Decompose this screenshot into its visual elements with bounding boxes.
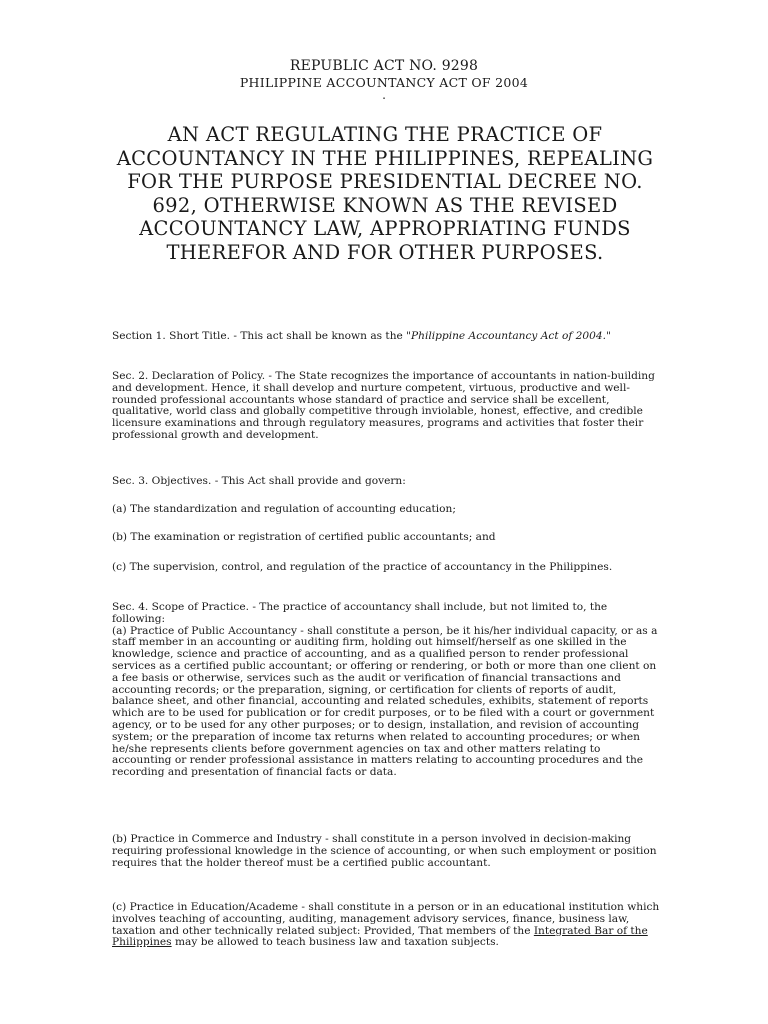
section-4-item-c [112,902,660,949]
section-3-item-a [112,504,660,516]
section-4-item-b [112,834,660,869]
section-2-declaration-of-policy [112,371,660,442]
section-4-item-a: (a) Practice of Public Accountancy - shall constitute a person, be it his/her individual capacity, or as a staff member in an accounting or auditing firm, holding out himself/herself as one skilled in the knowledge, science and practice of accounting, and as a qualified person to render professional services as a certified public accountant; or offering or rendering, or both or more than one client on a fee basis or otherwise, services such as the audit or verification of financial transactions and accounting records; or the preparation, signing, or certification for clients of reports of audit, balance sheet, and other financial, accounting and related schedules, exhibits, statement of reports which are to be used for publication or for credit purposes, or to be filed with a court or government agency, or to be used for any other purposes; or to design, installation, and revision of accounting system; or the preparation of income tax returns when related to accounting procedures; or when he/she represents clients before government agencies on tax and other matters relating to accounting or render professional assistance in matters relating to accounting procedures and the recording and presentation of financial facts or data. [112,624,658,779]
integrated-bar-link[interactable]: Integrated Bar of the Philippines [112,924,648,949]
republic-act-number: REPUBLIC ACT NO. 9298 [289,58,479,74]
header-dot: . [382,88,386,102]
section-3-objectives-intro [112,476,660,488]
section-2-text: Sec. 2. Declaration of Policy. - The State recognizes the importance of accountants in nation-building and development. Hence, it shall develop and nurture competent, virtuous, productive and well-rounded professional accountants whose standard of practice and service shall be excellent, qualitative, world class and globally competitive through inviolable, honest, effective, and credible licensure examinations and through regulatory measures, programs and activities that foster their professional growth and development. [112,370,655,441]
section-3-item-c-text: (c) The supervision, control, and regulation of the practice of accountancy in the Philippines. [112,561,613,573]
section-4-item-b-text: (b) Practice in Commerce and Industry - shall constitute in a person involved in decision-making requiring professional knowledge in the science of accounting, or when such employment or position requires that the holder thereof must be a certified public accountant. [112,833,657,869]
section-3-item-c [112,562,660,574]
section-1-short-title [112,331,660,343]
section-3-item-b [112,532,660,544]
act-title: AN ACT REGULATING THE PRACTICE OF ACCOUNTANCY IN THE PHILIPPINES, REPEALING FOR THE PURPOSE PRESIDENTIAL DECREE NO. 692, OTHERWISE KNOWN AS THE REVISED ACCOUNTANCY LAW, APPROPRIATING FUNDS THEREFOR AND FOR OTHER PURPOSES. [116,123,654,264]
section-4-intro: Sec. 4. Scope of Practice. - The practice of accountancy shall include, but not limited to, the following: [112,601,608,625]
section-4-item-c-text-end: may be allowed to teach business law and taxation subjects. [171,936,499,949]
section-1-act-name: "Philippine Accountancy Act of 2004." [406,330,611,342]
section-4-item-c-text: (c) Practice in Education/Academe - shall constitute in a person or in an educational institution which involves teaching of accounting, auditing, management advisory services, finance, business law, taxation and other technically related subject: Provided, That members of the [112,901,660,937]
section-3-item-a-text: (a) The standardization and regulation of accounting education; [112,503,456,515]
section-4-scope-of-practice [112,602,660,779]
section-3-item-b-text: (b) The examination or registration of certified public accountants; and [112,531,496,543]
section-1-text: Section 1. Short Title. - This act shall be known as the [112,330,407,342]
section-3-text: Sec. 3. Objectives. - This Act shall provide and govern: [112,475,406,487]
document-header [0,57,768,100]
act-short-name: PHILIPPINE ACCOUNTANCY ACT OF 2004 [239,75,529,90]
